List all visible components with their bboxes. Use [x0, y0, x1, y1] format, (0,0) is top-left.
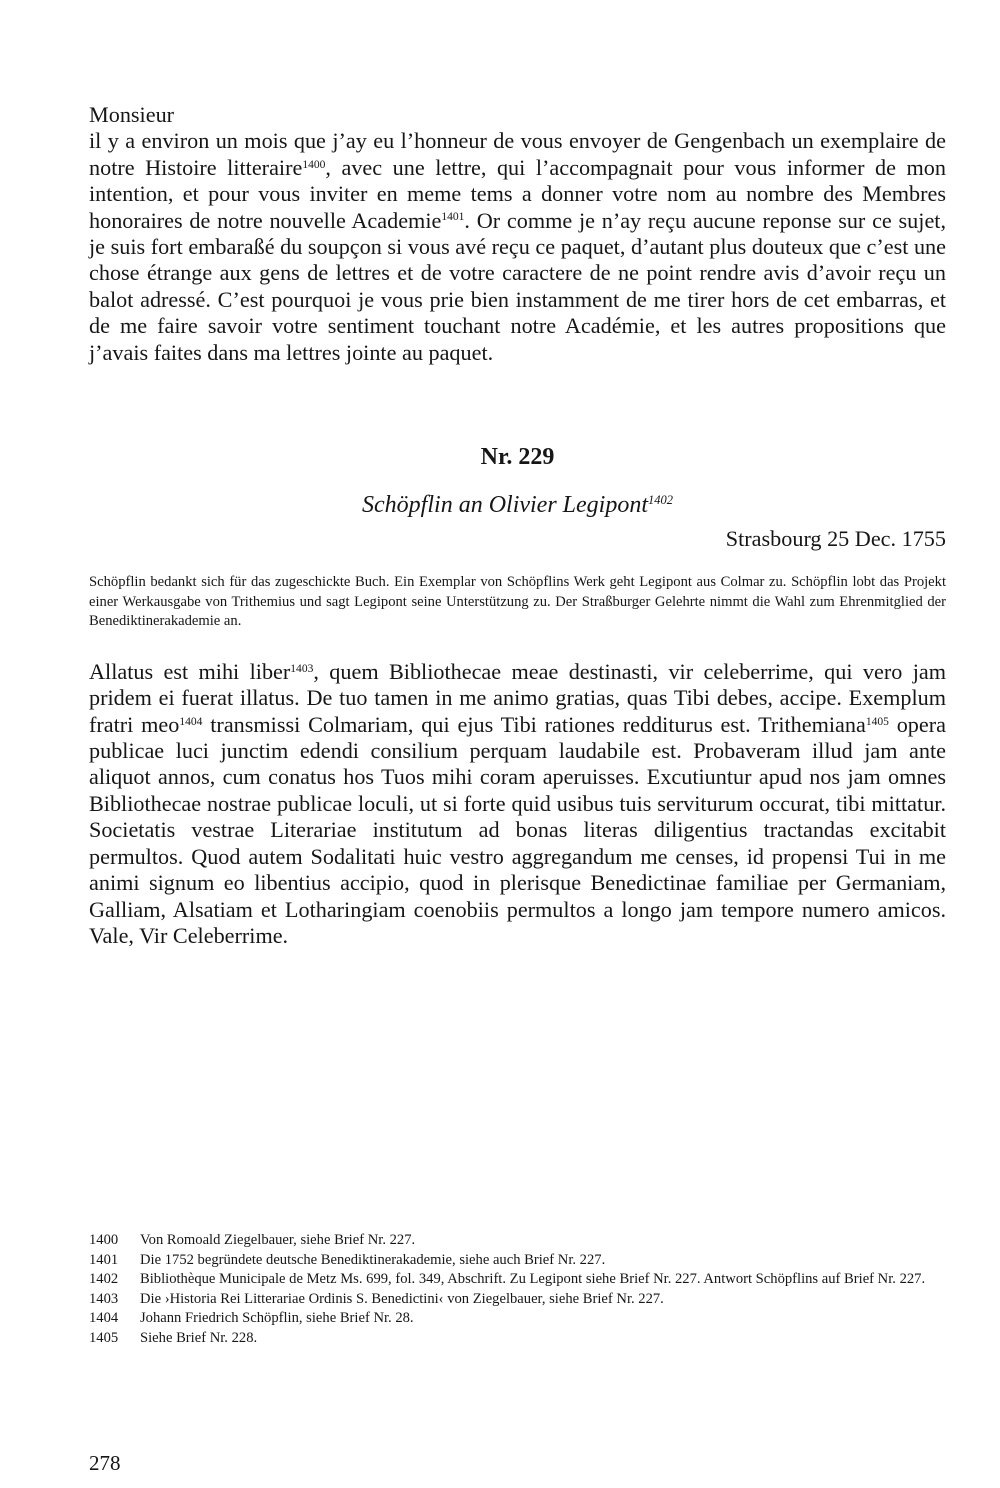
footnote-text: Die ›Historia Rei Litterariae Ordinis S. Benedictini‹ von Ziegelbauer, siehe Brief Nr. 227. [140, 1290, 664, 1307]
footnote-number: 1405 [89, 1329, 119, 1346]
place-date: Strasbourg 25 Dec. 1755 [725, 526, 946, 552]
footnote [89, 1309, 946, 1329]
footnote-ref-1405[interactable]: 1405 [865, 715, 889, 728]
letter-2-body [89, 659, 946, 949]
footnote-text: Bibliothèque Municipale de Metz Ms. 699, fol. 349, Abschrift. Zu Legipont siehe Brief Nr. 227. Antwort Schöpflins auf Brief Nr. 227. [140, 1271, 926, 1288]
page-content [89, 102, 946, 949]
letter-2-text-segment: , quem Bibliothecae meae destinasti, vir celeberrime, qui vero jam pridem ei fuerat illatus. De tuo tamen in me animo gratias, quas Tibi debes, accipe. Exemplum fratri meo [89, 658, 946, 737]
letter-1-text-segment: il y a environ un mois que j’ay eu l’honneur de vous envoyer de Gengenbach un exemplaire de notre Histoire litteraire [89, 128, 946, 180]
footnote-number: 1403 [89, 1290, 119, 1307]
letter-1-text-segment: , avec une lettre, qui l’accompagnait pour vous informer de mon intention, et pour vous inviter en meme tems a donner votre nom au nombre des Membres honoraires de notre nouvelle Academie [89, 154, 946, 233]
footnote [89, 1290, 946, 1310]
footnote-text: Die 1752 begründete deutsche Benediktinerakademie, siehe auch Brief Nr. 227. [140, 1251, 606, 1268]
letter-1-text-segment: . Or comme je n’ay reçu aucune reponse sur ce sujet, je suis fort embaraßé du soupçon si vous avé reçu ce paquet, d’autant plus douteux que c’est une chose étrange aux gens de lettres et de votre caractere de ne point rendre avis d’avoir reçu un balot adressé. C’est pourquoi je vous prie bien instamment de me tirer hors de cet embarras, et de me faire savoir votre sentiment touchant notre Académie, et les autres propositions que j’avais faites dans ma lettres jointe au paquet. [89, 207, 946, 365]
letter-1-body [89, 128, 946, 366]
letter-2 [89, 659, 946, 949]
footnote-number: 1404 [89, 1310, 119, 1327]
letter-1-salutation: Monsieur [89, 102, 175, 127]
footnote-ref-1404[interactable]: 1404 [179, 715, 203, 728]
letter-2-text-segment: transmissi Colmariam, qui ejus Tibi rationes redditurus est. Trithemiana [202, 711, 866, 737]
footnote-ref-1402[interactable]: 1402 [648, 493, 673, 508]
letter-2-text-segment: opera publicae luci junctim edendi consilium perquam laudabile est. Probaveram illud jam ante aliquot annos, cum conatus hos Tuos mihi coram aperuisses. Excutiuntur apud nos jam omnes Bibliothecae nostrae publicae loculi, ut si forte quid usibus tuis serviturum occurat, tibi mittatur. Societatis vestrae Literariae institutum ad bonas literas diligentius tractandas excitabit permultos. Quod autem Sodalitati huic vestro aggregandum me censes, id propensi Tui in me animi signum eo libentius accipio, quod in plerisque Benedictinae familiae per Germaniam, Galliam, Alsatiam et Lotharingiam coenobiis permultos a longo jam tempore numero amicos. Vale, Vir Celeberrime. [89, 711, 946, 948]
footnote [89, 1270, 946, 1290]
footnote-number: 1401 [89, 1251, 119, 1268]
footnote-text: Von Romoald Ziegelbauer, siehe Brief Nr. 227. [140, 1232, 416, 1248]
footnote [89, 1329, 946, 1349]
footnotes [89, 1231, 946, 1349]
letter-number: Nr. 229 [480, 444, 555, 471]
footnote-text: Siehe Brief Nr. 228. [140, 1329, 258, 1346]
letter-1 [89, 102, 946, 366]
footnote-number: 1400 [89, 1232, 119, 1248]
letter-title: Schöpflin an Olivier Legipont [362, 492, 649, 519]
footnote [89, 1251, 946, 1271]
footnote [89, 1231, 946, 1251]
letter-heading [89, 490, 946, 520]
footnote-ref-1403[interactable]: 1403 [290, 662, 314, 675]
footnote-ref-1401[interactable]: 1401 [441, 211, 465, 224]
letter-2-text-segment: Allatus est mihi liber [89, 658, 291, 684]
footnote-text: Johann Friedrich Schöpflin, siehe Brief Nr. 28. [140, 1310, 414, 1327]
footnote-number: 1402 [89, 1271, 119, 1288]
page-number: 278 [89, 1451, 121, 1475]
footnote-ref-1400[interactable]: 1400 [302, 158, 326, 171]
letter-summary: Schöpflin bedankt sich für das zugeschickte Buch. Ein Exemplar von Schöpflins Werk geht Legipont aus Colmar zu. Schöpflin lobt das Projekt einer Werkausgabe von Trithemius und sagt Legipont seine Unterstützung zu. Der Straßburger Gelehrte nimmt die Wahl zum Ehrenmitglied der Benediktinerakademie an. [89, 574, 946, 630]
